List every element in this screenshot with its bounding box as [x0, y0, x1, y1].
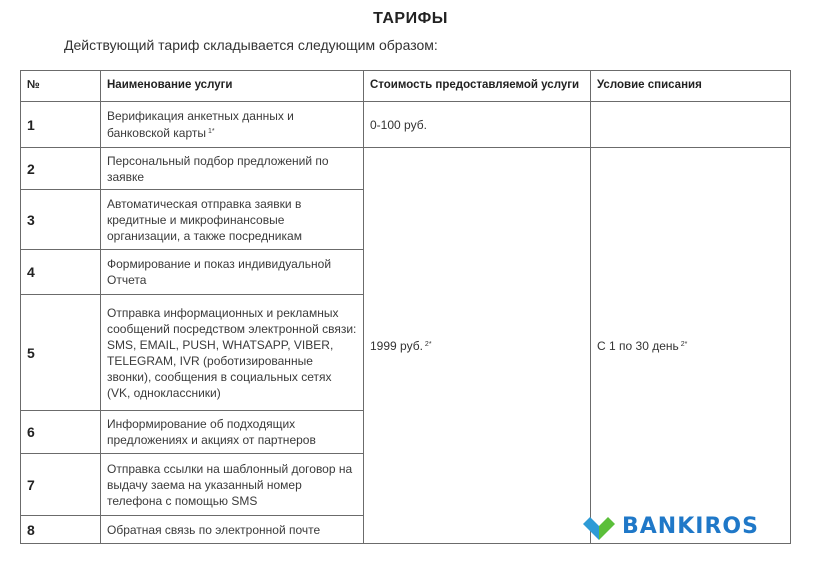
footnote-mark: 1*: [208, 128, 215, 135]
service-name: [101, 102, 364, 148]
tariffs-table: [20, 70, 791, 544]
merged-condition: С 1 по 30 день: [597, 339, 679, 353]
checkmark-left-part: [583, 517, 599, 540]
row-number: 6: [21, 411, 101, 454]
page-title: ТАРИФЫ: [373, 10, 448, 27]
row-number: 2: [21, 148, 101, 190]
row-number: 5: [21, 295, 101, 411]
column-header-service: Наименование услуги: [101, 71, 364, 102]
merged-condition-cell: [591, 148, 791, 544]
service-name: Автоматическая отправка заявки в кредитные и микрофинансовые организации, а также посредникам: [101, 190, 364, 250]
table-header-row: [21, 71, 791, 102]
footnote-mark: 2*: [680, 341, 688, 348]
service-name: Обратная связь по электронной почте: [101, 516, 364, 544]
service-cost: 0-100 руб.: [364, 102, 591, 148]
row-number: 4: [21, 250, 101, 295]
column-header-condition: Условие списания: [591, 71, 791, 102]
service-text: Верификация анкетных данных и банковской карты: [107, 109, 294, 140]
row-number: 1: [21, 102, 101, 148]
checkmark-right-part: [599, 517, 615, 540]
table-row: [21, 102, 791, 148]
service-name: Отправка информационных и рекламных сообщений посредством электронной связи: SMS, EMAIL, PUSH, WHATSAPP, VIBER, TELEGRAM, IVR (роботизированные звонки), сообщения в социальных сетях (VK, одноклассники): [101, 295, 364, 411]
row-number: 8: [21, 516, 101, 544]
merged-cost: 1999 руб.: [370, 339, 423, 353]
service-name: Персональный подбор предложений по заявке: [101, 148, 364, 190]
merged-cost-cell: [364, 148, 591, 544]
service-condition: [591, 102, 791, 148]
footnote-mark: 2*: [424, 341, 432, 348]
bankiros-watermark: [582, 511, 759, 541]
page-subtitle: Действующий тариф складывается следующим образом:: [64, 37, 438, 53]
service-name: Формирование и показ индивидуальной Отчета: [101, 250, 364, 295]
service-name: Информирование об подходящих предложениях и акциях от партнеров: [101, 411, 364, 454]
row-number: 3: [21, 190, 101, 250]
table-row: [21, 148, 791, 190]
service-name: Отправка ссылки на шаблонный договор на выдачу заема на указанный номер телефона с помощью SMS: [101, 454, 364, 516]
row-number: 7: [21, 454, 101, 516]
column-header-cost: Стоимость предоставляемой услуги: [364, 71, 591, 102]
watermark-text: BANKIROS: [622, 513, 759, 539]
checkmark-logo-icon: [582, 511, 616, 541]
column-header-number: №: [21, 71, 101, 102]
